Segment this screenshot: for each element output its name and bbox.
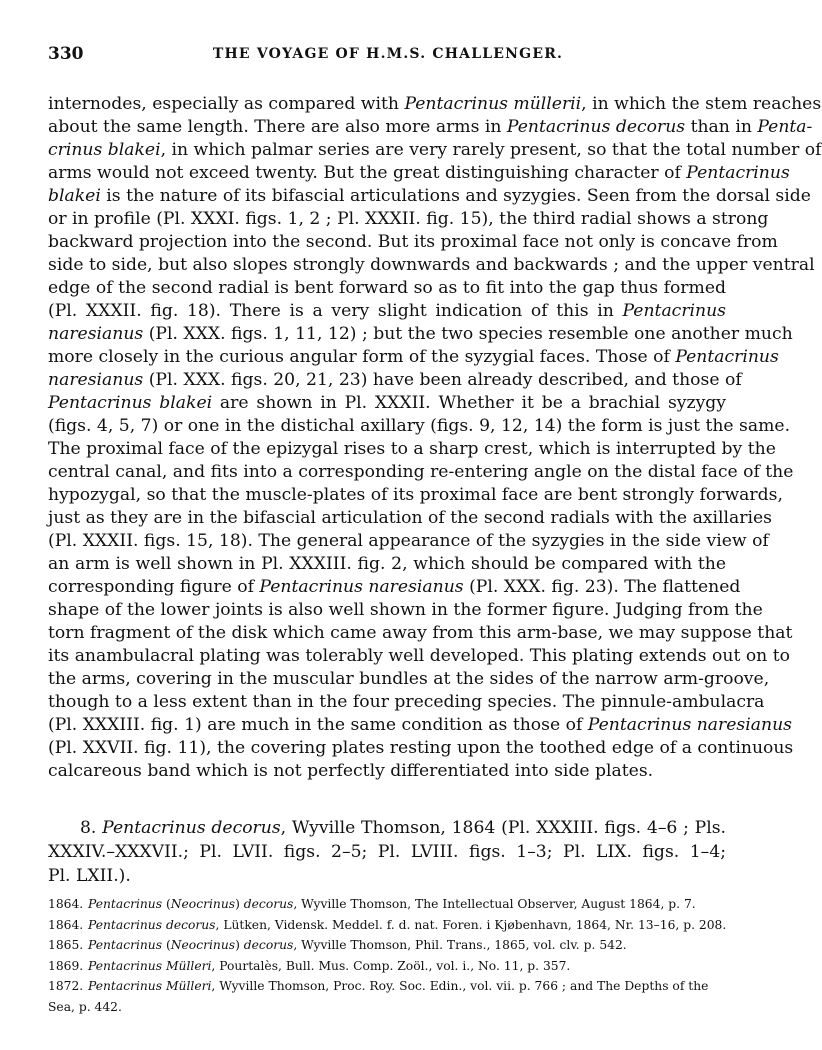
- body-line: [48, 644, 790, 668]
- text-run: (: [162, 938, 171, 952]
- body-line: [48, 667, 770, 691]
- body-line: [48, 414, 791, 438]
- text-run: ): [235, 938, 244, 952]
- text-run: just as they are in the bifascial articulation of the second radials with the axillaries: [48, 508, 772, 528]
- text-run: are shown in Pl. XXXII. Whether it be a brachial syzygy: [212, 393, 726, 413]
- italic-text: Pentacrinus: [88, 897, 163, 911]
- text-run: (: [162, 897, 171, 911]
- text-run: or in profile (Pl. XXXI. figs. 1, 2 ; Pl. XXXII. fig. 15), the third radial shows a strong: [48, 209, 769, 229]
- text-run: , in which palmar series are very rarely present, so that the total number of: [160, 140, 822, 160]
- reference-entry: [48, 956, 726, 976]
- text-run: shape of the lower joints is also well shown in the former figure. Judging from the: [48, 600, 763, 620]
- body-line: [48, 483, 783, 507]
- italic-text: Neocrinus: [170, 938, 236, 952]
- italic-text: Pentacrinus Mülleri: [88, 979, 212, 993]
- body-line: [48, 230, 778, 254]
- text-run: is the nature of its bifascial articulations and syzygies. Seen from the dorsal side: [100, 186, 811, 206]
- text-run: an arm is well shown in Pl. XXXIII. fig. 2, which should be compared with the: [48, 554, 726, 574]
- text-run: (Pl. XXX. fig. 23). The flattened: [463, 577, 741, 597]
- text-run: (Pl. XXXII. figs. 15, 18). The general appearance of the syzygies in the side view of: [48, 531, 769, 551]
- text-run: its anambulacral plating was tolerably well developed. This plating extends out on to: [48, 646, 790, 666]
- italic-text: Pentacrinus müllerii: [404, 94, 582, 114]
- reference-entry: [48, 915, 726, 935]
- italic-text: crinus blakei: [48, 140, 161, 160]
- body-line: [48, 207, 769, 231]
- text-run: arms would not exceed twenty. But the great distinguishing character of: [48, 163, 687, 183]
- italic-text: Pentacrinus naresianus: [259, 577, 464, 597]
- body-line: [48, 92, 822, 116]
- body-line: [48, 506, 772, 530]
- text-run: 8.: [80, 818, 103, 838]
- italic-text: Pentacrinus blakei: [48, 393, 213, 413]
- text-run: (Pl. XXXII. fig. 18). There is a very slight indication of this in: [48, 301, 623, 321]
- text-run: the arms, covering in the muscular bundles at the sides of the narrow arm-groove,: [48, 669, 770, 689]
- text-run: central canal, and fits into a corresponding re-entering angle on the distal face of the: [48, 462, 794, 482]
- reference-entry: [48, 976, 726, 996]
- text-run: though to a less extent than in the four preceding species. The pinnule-ambulacra: [48, 692, 765, 712]
- body-line: [48, 138, 822, 162]
- italic-text: Pentacrinus: [622, 301, 726, 321]
- reference-entry: [48, 997, 726, 1017]
- text-run: , Wyville Thomson, Phil. Trans., 1865, vol. clv. p. 542.: [293, 938, 627, 952]
- text-run: internodes, especially as compared with: [48, 94, 405, 114]
- italic-text: Pentacrinus Mülleri: [88, 958, 212, 973]
- text-run: , Wyville Thomson, Proc. Roy. Soc. Edin., vol. vii. p. 766 ; and The Depths of the: [211, 979, 709, 993]
- text-run: torn fragment of the disk which came away from this arm-base, we may suppose that: [48, 623, 793, 643]
- body-line: [48, 437, 776, 461]
- page-header: [48, 44, 728, 66]
- reference-entry: [48, 894, 726, 914]
- species-line: [48, 840, 726, 864]
- body-line: [48, 368, 742, 392]
- text-run: XXXIV.–XXXVII.; Pl. LVII. figs. 2–5; Pl. LVIII. figs. 1–3; Pl. LIX. figs. 1–4;: [48, 842, 726, 862]
- species-line: [48, 864, 726, 888]
- body-line: [48, 184, 811, 208]
- reference-entry: [48, 935, 726, 955]
- body-line: [48, 598, 763, 622]
- body-line: [48, 575, 741, 599]
- italic-text: decorus: [243, 897, 294, 911]
- body-line: [48, 276, 726, 300]
- reference-year: 1869.: [48, 958, 84, 973]
- text-run: backward projection into the second. But its proximal face not only is concave from: [48, 232, 778, 252]
- body-line: [48, 460, 794, 484]
- text-run: (Pl. XXX. figs. 20, 21, 23) have been already described, and those of: [143, 370, 742, 390]
- body-line: [48, 759, 726, 783]
- text-run: ): [235, 897, 244, 911]
- italic-text: Pentacrinus decorus: [102, 818, 281, 838]
- page-number: 330: [48, 44, 84, 64]
- body-line: [48, 713, 792, 737]
- running-title: THE VOYAGE OF H.M.S. CHALLENGER.: [212, 46, 564, 62]
- text-run: , Pourtalès, Bull. Mus. Comp. Zoöl., vol. i., No. 11, p. 357.: [211, 958, 571, 973]
- body-line: [48, 529, 769, 553]
- species-line: [80, 816, 726, 840]
- text-run: more closely in the curious angular form of the syzygial faces. Those of: [48, 347, 676, 367]
- text-run: Sea, p. 442.: [48, 999, 122, 1014]
- body-line: [48, 690, 765, 714]
- text-run: , in which the stem reaches: [581, 94, 822, 114]
- body-line: [48, 299, 726, 323]
- text-run: (Pl. XXX. figs. 1, 11, 12) ; but the two species resemble one another much: [143, 324, 793, 344]
- italic-text: Penta-: [757, 117, 813, 137]
- italic-text: Pentacrinus: [675, 347, 779, 367]
- text-run: (Pl. XXXIII. fig. 1) are much in the same condition as those of: [48, 715, 588, 735]
- text-run: The proximal face of the epizygal rises to a sharp crest, which is interrupted by the: [48, 439, 776, 459]
- text-run: side to side, but also slopes strongly downwards and backwards ; and the upper ventral: [48, 255, 815, 275]
- italic-text: decorus: [243, 938, 294, 952]
- italic-text: Pentacrinus: [88, 938, 163, 952]
- italic-text: blakei: [48, 186, 101, 206]
- text-run: (Pl. XXVII. fig. 11), the covering plates resting upon the toothed edge of a continuous: [48, 738, 794, 758]
- text-run: corresponding figure of: [48, 577, 260, 597]
- text-run: edge of the second radial is bent forward so as to fit into the gap thus formed: [48, 278, 726, 298]
- text-run: calcareous band which is not perfectly differentiated into side plates.: [48, 761, 654, 781]
- italic-text: naresianus: [48, 324, 144, 344]
- text-run: about the same length. There are also more arms in: [48, 117, 507, 137]
- body-line: [48, 391, 726, 415]
- body-line: [48, 161, 790, 185]
- reference-year: 1872.: [48, 979, 84, 993]
- italic-text: Pentacrinus decorus: [88, 917, 216, 932]
- text-run: (figs. 4, 5, 7) or one in the distichal axillary (figs. 9, 12, 14) the form is just the same.: [48, 416, 791, 436]
- reference-year: 1865.: [48, 938, 84, 952]
- text-run: hypozygal, so that the muscle-plates of its proximal face are bent strongly forwards,: [48, 485, 783, 505]
- body-line: [48, 115, 813, 139]
- body-line: [48, 552, 726, 576]
- body-line: [48, 736, 794, 760]
- text-run: , Lütken, Vidensk. Meddel. f. d. nat. Foren. i Kjøbenhavn, 1864, Nr. 13–16, p. 208.: [215, 917, 727, 932]
- text-run: , Wyville Thomson, The Intellectual Observer, August 1864, p. 7.: [293, 897, 696, 911]
- italic-text: Neocrinus: [170, 897, 236, 911]
- reference-year: 1864.: [48, 917, 84, 932]
- text-run: than in: [685, 117, 758, 137]
- reference-year: 1864.: [48, 897, 84, 911]
- italic-text: Pentacrinus decorus: [506, 117, 686, 137]
- body-line: [48, 253, 815, 277]
- italic-text: Pentacrinus: [686, 163, 790, 183]
- italic-text: Pentacrinus naresianus: [587, 715, 792, 735]
- body-line: [48, 621, 793, 645]
- text-run: , Wyville Thomson, 1864 (Pl. XXXIII. figs. 4–6 ; Pls.: [280, 818, 726, 838]
- body-line: [48, 345, 779, 369]
- body-line: [48, 322, 793, 346]
- text-run: Pl. LXII.).: [48, 866, 131, 886]
- italic-text: naresianus: [48, 370, 144, 390]
